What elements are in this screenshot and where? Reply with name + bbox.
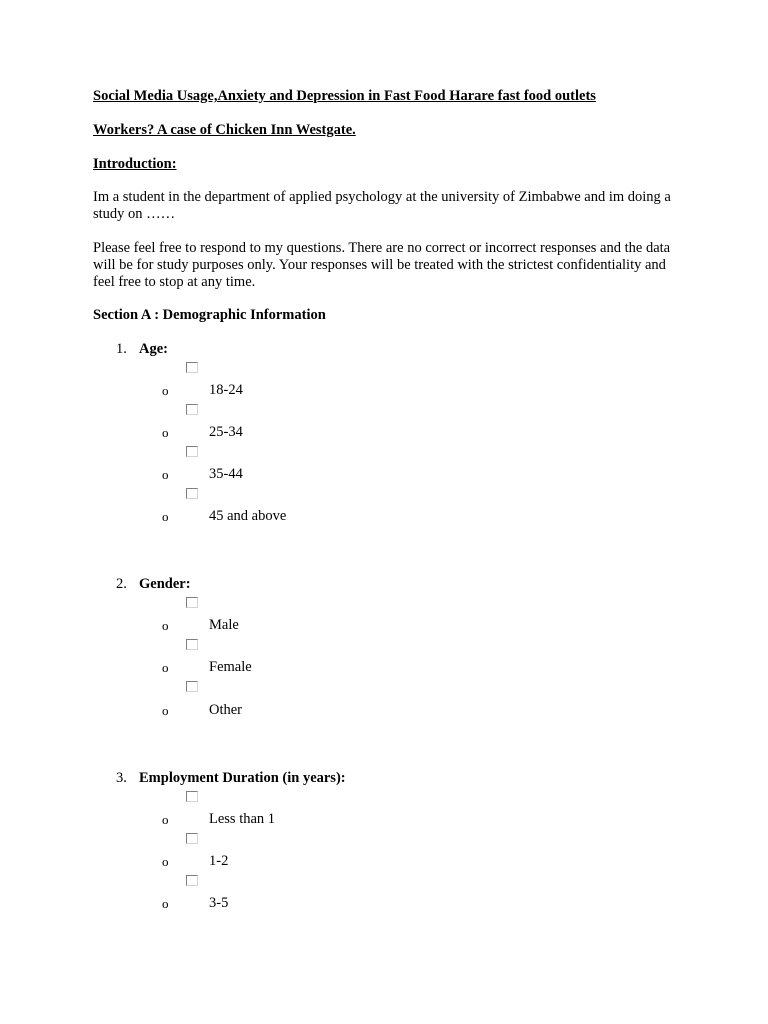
question-label: Employment Duration (in years): [139,770,346,786]
question-number: 1. [116,341,127,357]
bullet-icon: o [162,660,169,675]
employment-option-checkbox[interactable] [186,791,198,802]
bullet-icon: o [162,812,169,827]
option-label: 1-2 [209,853,229,869]
bullet-icon: o [162,467,169,482]
question-label: Age: [139,341,168,357]
bullet-icon: o [162,383,169,398]
option-label: Less than 1 [209,811,276,827]
age-option-checkbox[interactable] [186,446,198,457]
bullet-icon: o [162,618,169,633]
bullet-icon: o [162,703,169,718]
gender-option-checkbox[interactable] [186,681,198,692]
section-a-title: Section A : Demographic Information [93,307,326,323]
age-option-checkbox[interactable] [186,362,198,373]
employment-option-checkbox[interactable] [186,875,198,886]
age-option-checkbox[interactable] [186,404,198,415]
introduction-paragraph-2: Please feel free to respond to my questions. There are no correct or incorrect responses and the data will be for study purposes only. Your responses will be treated with the strictest confidentiality and feel free to stop at any time. [93,240,671,290]
option-label: 35-44 [209,466,243,482]
introduction-paragraph-1: Im a student in the department of applied psychology at the university of Zimbabwe and im doing a study on …… [93,189,671,222]
employment-option-checkbox[interactable] [186,833,198,844]
question-number: 3. [116,770,127,786]
option-label: 18-24 [209,382,243,398]
bullet-icon: o [162,854,169,869]
document-title-line-2: Workers? A case of Chicken Inn Westgate. [93,122,356,138]
option-label: 25-34 [209,424,243,440]
age-option-checkbox[interactable] [186,488,198,499]
option-label: 3-5 [209,895,229,911]
introduction-heading: Introduction: [93,156,177,172]
gender-option-checkbox[interactable] [186,597,198,608]
question-label: Gender: [139,576,191,592]
option-label: 45 and above [209,508,287,524]
option-label: Female [209,659,252,675]
bullet-icon: o [162,425,169,440]
option-label: Male [209,617,239,633]
bullet-icon: o [162,509,169,524]
bullet-icon: o [162,896,169,911]
question-number: 2. [116,576,127,592]
document-title-line-1: Social Media Usage,Anxiety and Depression in Fast Food Harare fast food outlets [93,88,596,104]
option-label: Other [209,702,243,718]
gender-option-checkbox[interactable] [186,639,198,650]
